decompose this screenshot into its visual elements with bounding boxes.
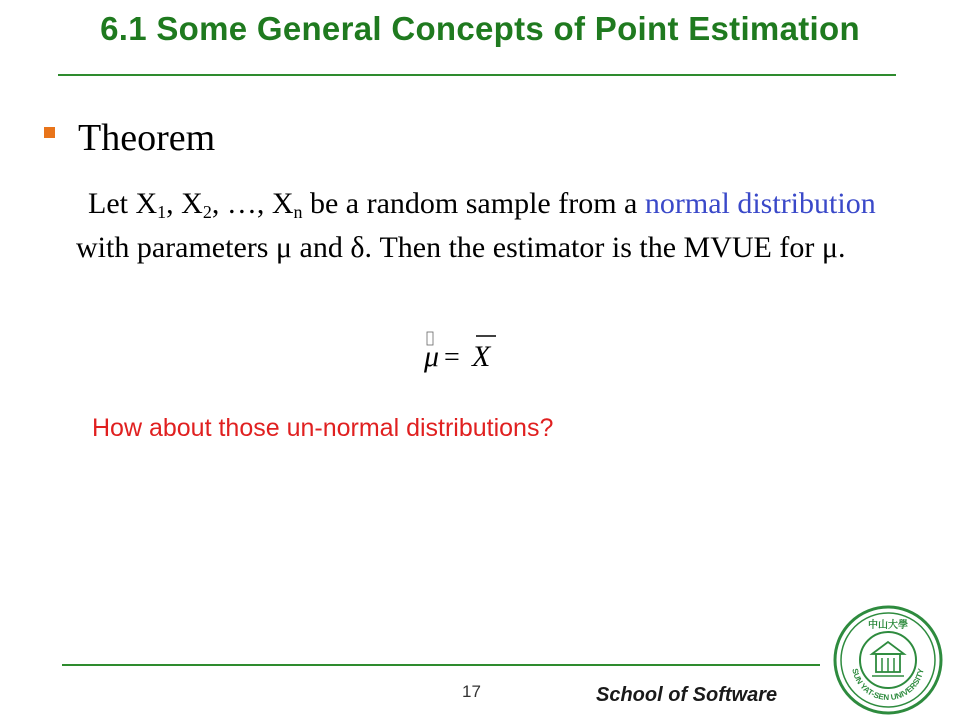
statement-x2: , X <box>166 187 203 220</box>
formula-equals: = <box>444 342 460 373</box>
theorem-statement <box>76 182 926 270</box>
page-number: 17 <box>462 682 481 701</box>
seal-english-text: SUN YAT-SEN UNIVERSITY <box>850 667 926 703</box>
bullet-square-icon <box>44 127 55 138</box>
footer-divider <box>62 664 820 666</box>
theorem-heading: Theorem <box>78 117 216 159</box>
statement-sample: be a random sample from a <box>302 187 645 220</box>
university-seal-icon <box>832 604 944 716</box>
seal-chinese-text: 中山大學 <box>868 620 908 631</box>
slide-title: 6.1 Some General Concepts of Point Estimation <box>100 10 860 47</box>
question-text: How about those un-normal distributions? <box>92 414 554 442</box>
formula-x: X <box>472 340 491 373</box>
formula-mu: μ <box>424 340 440 373</box>
school-name: School of Software <box>596 684 778 706</box>
subscript-2: 2 <box>202 202 212 222</box>
normal-distribution-term: normal distribution <box>644 187 876 220</box>
statement-xn: , …, X <box>211 187 294 220</box>
statement-rest: with parameters μ and δ. Then the estimator is the MVUE for μ. <box>76 231 846 264</box>
title-divider <box>58 74 896 76</box>
estimator-formula <box>420 328 510 378</box>
statement-let: Let X <box>88 187 158 220</box>
subscript-1: 1 <box>157 202 167 222</box>
subscript-n: n <box>293 202 303 222</box>
